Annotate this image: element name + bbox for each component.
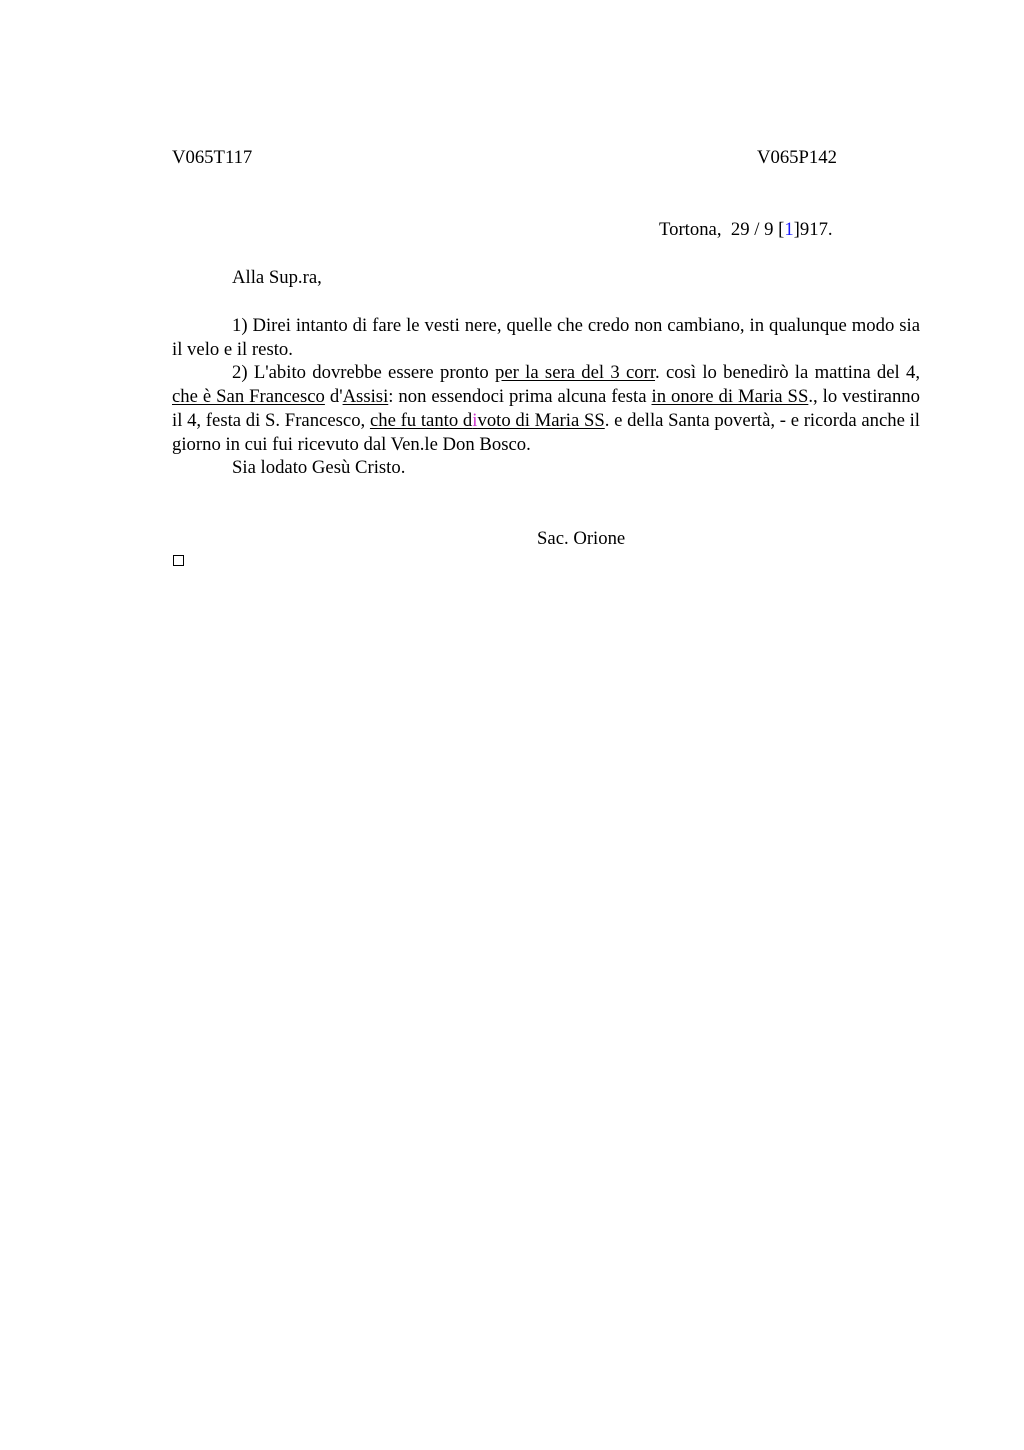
correction-letter: i (472, 409, 478, 431)
signature: Sac. Orione (537, 528, 626, 549)
year-editorial-insert: 1 (784, 219, 794, 240)
p2-segment: 2) L'abito dovrebbe essere pronto (232, 362, 496, 384)
place-date-prefix: Tortona, 29 / 9 [ (659, 219, 785, 240)
paragraph-2 (172, 361, 920, 456)
letter-body (172, 314, 920, 480)
p2-underlined: in onore di Maria SS (651, 386, 809, 408)
year-suffix: ]917. (793, 219, 833, 240)
p2-segment: : non essendoci prima alcuna festa (388, 386, 652, 408)
salutation: Alla Sup.ra, (232, 267, 322, 288)
checkbox-square-icon (173, 555, 184, 566)
p2-underlined: Assisi (342, 386, 389, 408)
paragraph-closing: Sia lodato Gesù Cristo. (232, 457, 406, 479)
p2-segment: . così lo benedirò la mattina del 4, (655, 362, 920, 384)
place-date-line (659, 219, 833, 241)
p2-underlined: che è San Francesco (172, 386, 325, 408)
p2-segment: d' (324, 386, 343, 408)
archive-code-right: V065P142 (757, 147, 837, 168)
p2-underlined-part: voto di Maria SS (477, 409, 605, 431)
archive-code-left: V065T117 (172, 147, 253, 168)
p2-underlined: per la sera del 3 corr (495, 362, 656, 384)
p2-segment: . e della Santa povertà, - e ricorda anche il giorno in cui fui ricevuto dal Ven.le Don Bosco. (172, 409, 920, 455)
paragraph-1: 1) Direi intanto di fare le vesti nere, quelle che credo non cambiano, in qualunque modo sia il velo e il resto. (172, 315, 920, 360)
p2-segment: ., lo vestiranno il 4, festa di S. Francesco, (172, 386, 920, 431)
p2-underlined-part: che fu tanto d (369, 409, 473, 431)
p2-underlined (370, 410, 605, 431)
